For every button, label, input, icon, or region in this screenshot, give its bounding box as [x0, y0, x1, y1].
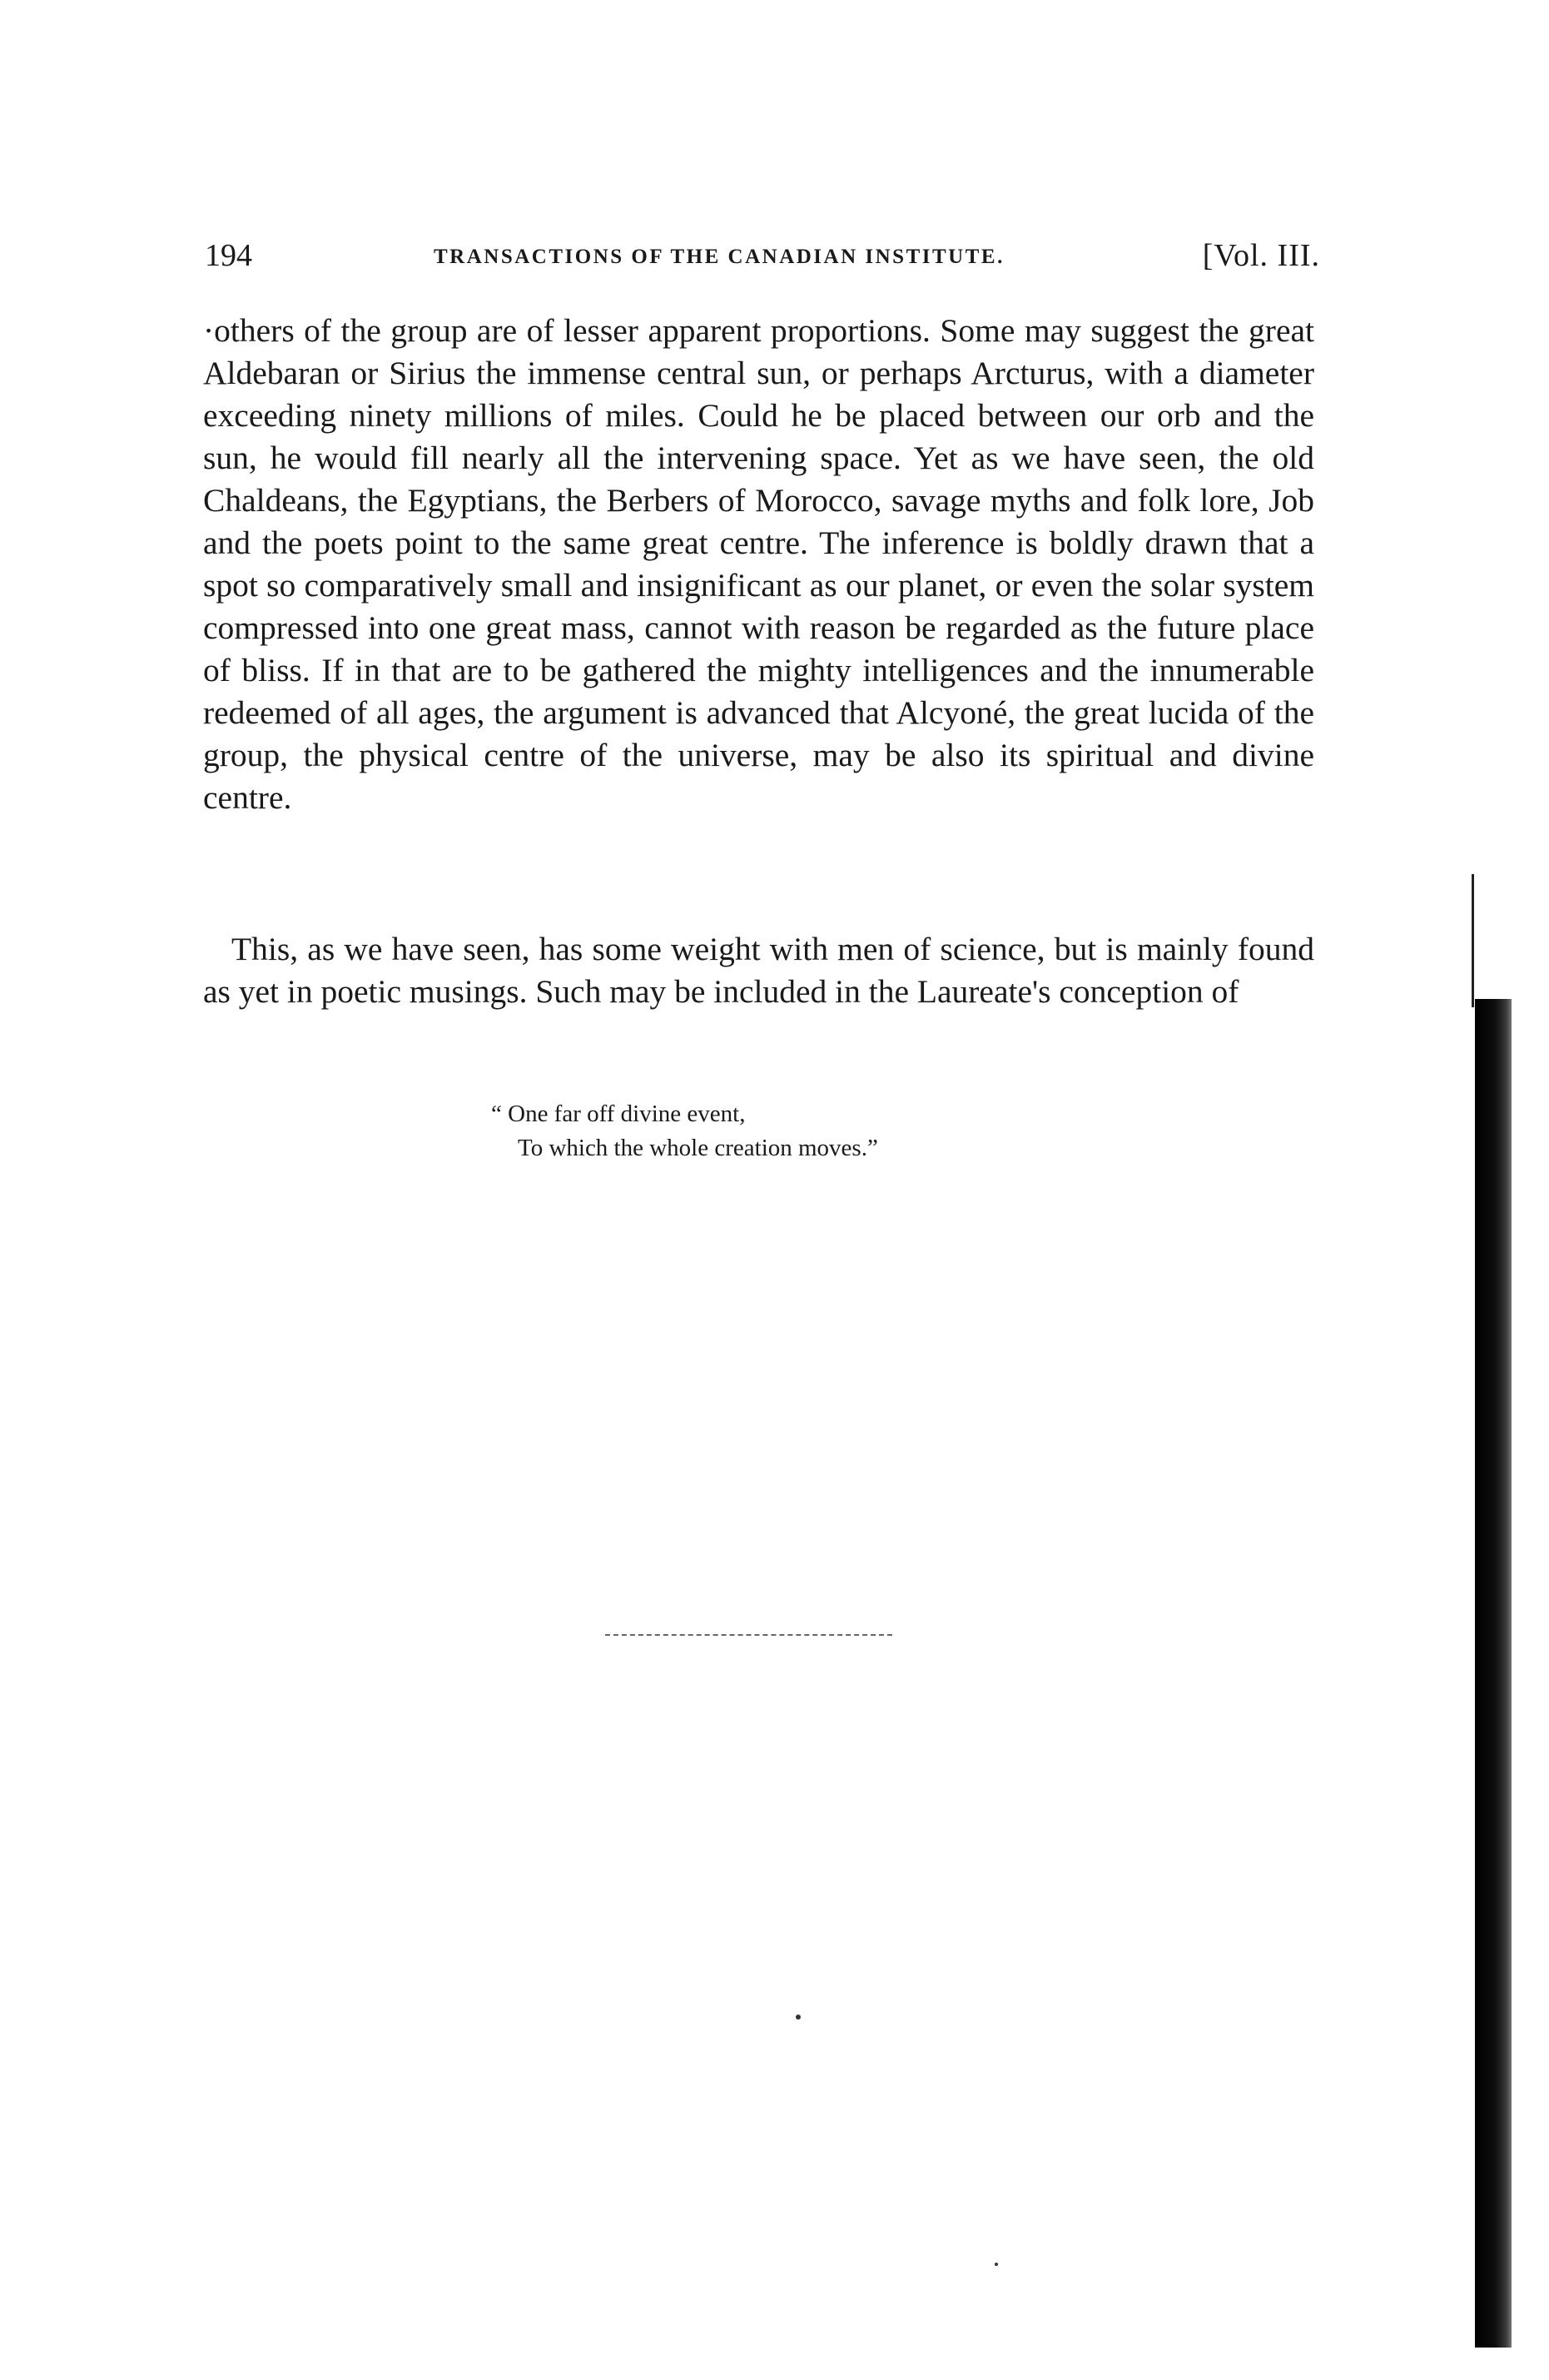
quote-line-2: To which the whole creation moves.” [518, 1135, 878, 1161]
poem-quote [491, 1097, 878, 1165]
section-end-rule [605, 1634, 892, 1636]
scan-binding-edge [1472, 874, 1520, 2348]
volume-label: [Vol. III. [1202, 238, 1320, 273]
running-title: TRANSACTIONS OF THE CANADIAN INSTITUTE. [434, 246, 1005, 268]
binding-dark-strip [1475, 999, 1512, 2348]
quote-line-1: “ One far off divine event, [491, 1101, 746, 1127]
body-paragraph-1: ·others of the group are of lesser apparent proportions. Some may suggest the great Aldebaran or Sirius the immense central sun, or perhaps Arcturus, with a diameter exceeding ninety millions of miles. Could he be placed between our orb and the sun, he would fill nearly all the intervening space. Yet as we have seen, the old Chaldeans, the Egyptians, the Berbers of Morocco, savage myths and folk lore, Job and the poets point to the same great centre. The inference is boldly drawn that a spot so comparatively small and insignificant as our planet, or even the solar system compressed into one great mass, cannot with reason be regarded as the future place of bliss. If in that are to be gathered the mighty intelligences and the innumerable redeemed of all ages, the argument is advanced that Alcyoné, the great lucida of the group, the physical centre of the universe, may be also its spiritual and divine centre. [203, 312, 1314, 816]
ink-speck [995, 2263, 998, 2266]
binding-thin-line [1472, 874, 1474, 1007]
page-number: 194 [205, 238, 252, 273]
body-paragraph-2: This, as we have seen, has some weight with men of science, but is mainly found as yet in poetic musings. Such may be included in the Laureate's conception of [203, 931, 1314, 1010]
page-header [205, 237, 1320, 287]
ink-speck [796, 2015, 801, 2020]
